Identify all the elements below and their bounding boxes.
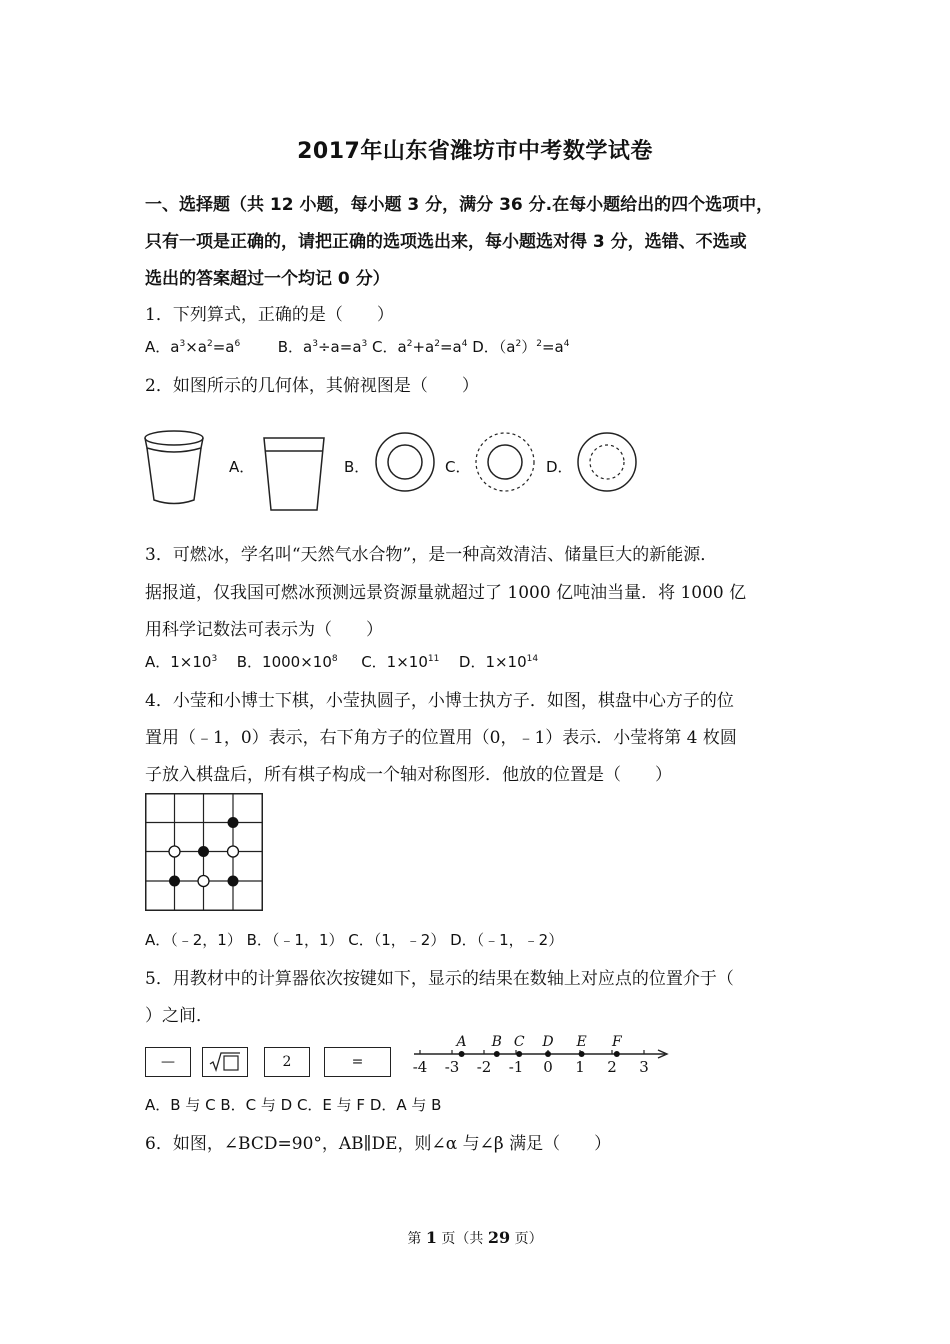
q1-opt-a-exp1: 3 (179, 339, 186, 349)
q1-opt-c-mid: +a (412, 338, 435, 356)
calc-key-minus: — (145, 1047, 191, 1077)
q1-opt-c-eq: =a (439, 338, 462, 356)
q4-line1: 4．小莹和小博士下棋，小莹执圆子，小博士执方子．如图，棋盘中心方子的位 (145, 691, 734, 711)
axis-point-label: C (513, 1034, 525, 1050)
q2-option-b-circles (373, 430, 437, 494)
q1-opt-a-eq: =a (212, 338, 235, 356)
black-stone (228, 876, 239, 887)
footer-total-pages: 29 (487, 1228, 511, 1247)
q1-opt-c-exp2: 2 (434, 339, 440, 349)
q1-options (145, 336, 569, 357)
q3-opt-d: D．1×10 (458, 653, 527, 671)
axis-point (614, 1051, 620, 1057)
q4-line3: 子放入棋盘后，所有棋子构成一个轴对称图形．他放的位置是（ ） (145, 765, 672, 785)
q1-opt-b-exp2: 3 (361, 339, 368, 349)
q3-line3: 用科学记数法可表示为（ ） (145, 620, 383, 640)
q1-opt-d-eq: =a (541, 338, 564, 356)
axis-point-label: D (542, 1034, 554, 1050)
q1-opt-a-exp2: 2 (206, 339, 213, 349)
q2-option-c-circles (473, 430, 537, 494)
q3-opt-b-exp: 8 (331, 654, 338, 664)
q3-opt-c: C．1×10 (361, 653, 428, 671)
q1-opt-d-exp1: 2 (515, 339, 522, 349)
axis-tick-label: 1 (575, 1058, 585, 1076)
q1-opt-d-mid: ） (521, 338, 537, 356)
q3-opt-a-exp: 3 (211, 654, 218, 664)
q2-option-d-circles (575, 430, 639, 494)
q2-stem: 2．如图所示的几何体，其俯视图是（ ） (145, 376, 479, 396)
q3-opt-b: B．1000×10 (236, 653, 332, 671)
footer-prefix: 第 (407, 1231, 426, 1247)
axis-point-label: B (491, 1034, 502, 1050)
calc-key-2: 2 (264, 1047, 310, 1077)
axis-point (516, 1051, 522, 1057)
white-stone (228, 846, 239, 857)
section-heading-line3: 选出的答案超过一个均记 0 分） (145, 269, 390, 289)
q3-opt-d-exp: 14 (526, 654, 539, 664)
q4-line2: 置用（﹣1，0）表示，右下角方子的位置用（0，﹣1）表示．小莹将第 4 枚圆 (145, 728, 737, 748)
white-stone (198, 876, 209, 887)
q2-label-b: B． (344, 458, 370, 476)
calc-key-equals: = (324, 1047, 391, 1077)
black-stone (169, 876, 180, 887)
axis-tick-label: -2 (476, 1058, 492, 1076)
q3-opt-a: A．1×10 (145, 653, 212, 671)
page-footer (0, 1228, 950, 1248)
q1-opt-d-exp2: 2 (536, 339, 542, 349)
footer-suffix: 页） (510, 1231, 543, 1247)
q3-line1: 3．可燃冰，学名叫“天然气水合物”，是一种高效清洁、储量巨大的新能源． (145, 545, 718, 565)
q4-options: A．（﹣2，1） B．（﹣1，1） C．（1，﹣2） D．（﹣1，﹣2） (145, 931, 564, 949)
axis-point (579, 1051, 585, 1057)
calc-key-sqrt (202, 1047, 248, 1077)
axis-tick-label: 2 (607, 1058, 617, 1076)
q1-opt-c: C．a (372, 338, 407, 356)
q5-line2: ）之间． (145, 1006, 213, 1026)
sqrt-icon (208, 1051, 242, 1073)
q2-label-c: C． (445, 458, 471, 476)
axis-tick-label: 3 (639, 1058, 649, 1076)
q5-options: A．B 与 C B．C 与 D C．E 与 F D．A 与 B (145, 1096, 442, 1114)
q1-opt-a-exp3: 6 (234, 339, 241, 349)
q1-opt-c-exp1: 2 (406, 339, 413, 349)
axis-point (545, 1051, 551, 1057)
q1-opt-d-exp3: 4 (563, 339, 570, 349)
axis-tick-label: -4 (412, 1058, 428, 1076)
footer-page-number: 1 (425, 1228, 437, 1247)
q1-opt-d: D．（a (472, 338, 516, 356)
q2-option-a-trapezoid (262, 436, 326, 512)
white-stone (169, 846, 180, 857)
q1-opt-b: B．a (277, 338, 313, 356)
axis-point-label: F (611, 1034, 622, 1050)
q1-opt-a-mid: ×a (185, 338, 207, 356)
q1-opt-b-exp1: 3 (312, 339, 318, 349)
q4-chessboard-figure (145, 793, 263, 911)
q1-opt-c-exp3: 4 (461, 339, 468, 349)
axis-tick-label: -1 (508, 1058, 524, 1076)
q1-opt-a: A．a (145, 338, 180, 356)
axis-point-label: A (456, 1034, 467, 1050)
q5-line1: 5．用教材中的计算器依次按键如下，显示的结果在数轴上对应点的位置介于（ (145, 969, 734, 989)
section-heading-line1: 一、选择题（共 12 小题，每小题 3 分，满分 36 分.在每小题给出的四个选项中， (145, 195, 774, 215)
axis-tick-label: -3 (444, 1058, 460, 1076)
axis-point (459, 1051, 465, 1057)
q1-opt-b-mid: ÷a=a (317, 338, 362, 356)
axis-tick-label: 0 (543, 1058, 553, 1076)
page-title: 2017年山东省潍坊市中考数学试卷 (297, 139, 653, 164)
cup-body (147, 448, 201, 504)
cup-rim (145, 431, 203, 445)
q2-label-d: D． (546, 458, 573, 476)
section-heading-line2: 只有一项是正确的，请把正确的选项选出来，每小题选对得 3 分，选错、不选或 (145, 232, 747, 252)
q1-stem: 1．下列算式，正确的是（ ） (145, 305, 394, 325)
q2-label-a: A． (229, 458, 255, 476)
axis-point-label: E (576, 1034, 587, 1050)
footer-mid: 页（共 (436, 1231, 488, 1247)
q3-opt-c-exp: 11 (427, 654, 440, 664)
black-stone (198, 846, 209, 857)
black-stone (228, 817, 239, 828)
q6-stem: 6．如图，∠BCD=90°，AB∥DE，则∠α 与∠β 满足（ ） (145, 1134, 612, 1154)
q2-solid-cup-figure (142, 428, 208, 510)
q5-number-line (410, 1028, 672, 1078)
q3-line2: 据报道，仅我国可燃冰预测远景资源量就超过了 1000 亿吨油当量．将 1000 亿 (145, 583, 747, 603)
q3-options (145, 651, 538, 672)
axis-point (494, 1051, 500, 1057)
